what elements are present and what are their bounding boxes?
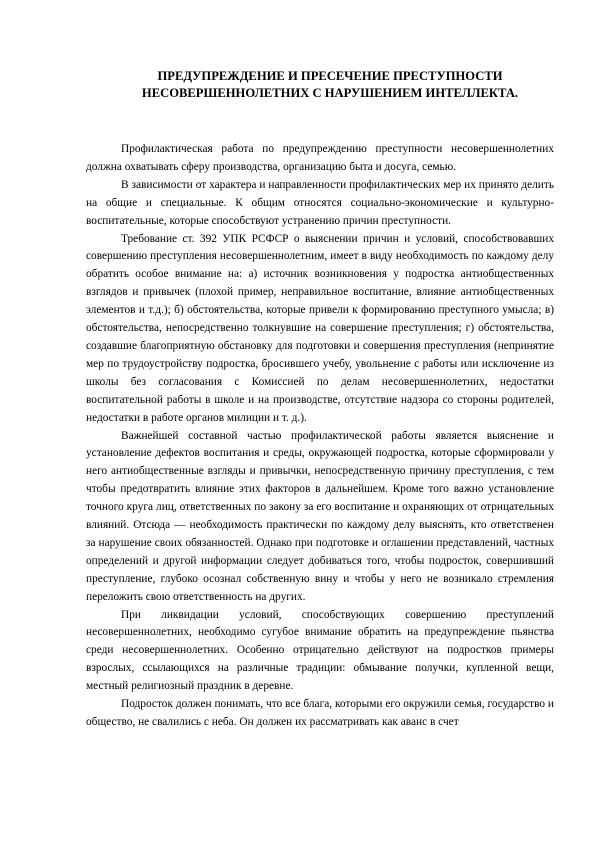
paragraph: В зависимости от характера и направленности профилактических мер их принято делить на общие и специальные. К общим относятся социально-экономические и культурно-воспитательные, которые способствуют устранению причин преступности. [86, 178, 554, 227]
document-title [100, 68, 560, 102]
paragraph: Профилактическая работа по предупреждению преступности несовершеннолетних должна охватывать сферу производства, организацию быта и досуга, семью. [86, 143, 554, 173]
paragraph: Требование ст. 392 УПК РСФСР о выяснении причин и условий, способствовавших совершению преступления несовершеннолетним, имеет в виду необходимость по каждому делу обратить особое внимание на: а) источник возникновения у подростка антиобщественных взглядов и привычек (плохой пример, неправильное воспитание, влияние антиобщественных элементов и т.д.); б) обстоятельства, которые привели к формированию преступного умысла; в) обстоятельства, непосредственно толкнувшие на совершение преступления; г) обстоятельства, создавшие благоприятную обстановку для подготовки и совершения преступления (непринятие мер по трудоустройству подростка, бросившего учебу, увольнение с работы или исключение из школы без согласования с Комиссией по делам несовершеннолетних, недостатки воспитательной работы в школе и на производстве, отсутствие надзора со стороны родителей, недостатки в работе органов милиции и т. д.). [86, 232, 554, 424]
paragraph: При ликвидации условий, способствующих совершению преступлений несовершеннолетних, необходимо сугубое внимание обратить на предупреждение пьянства среди несовершеннолетних. Особенно отрицательно действуют на подростков примеры взрослых, ссылающихся на различные традиции: обмывание получки, купленной вещи, местный религиозный праздник в деревне. [86, 608, 554, 693]
paragraph: Важнейшей составной частью профилактической работы является выяснение и установление дефектов воспитания и среды, окружающей подростка, которые сформировали у него антиобщественные взгляды и привычки, непосредственную причину преступления, с тем чтобы предотвратить влияние этих факторов в дальнейшем. Кроме того важно установление точного круга лиц, ответственных по закону за его воспитание и охраняющих от отрицательных влияний. Отсюда — необходимость практически по каждому делу выяснять, кто ответственен за нарушение своих обязанностей. Однако при подготовке и оглашении представлений, частных определений и другой информации следует добиваться того, чтобы подросток, совершивший преступление, глубоко осознал собственную вину и чтобы у него не возникало стремления переложить свою ответственность на других. [86, 429, 554, 603]
title-line-2: НЕСОВЕРШЕННОЛЕТНИХ С НАРУШЕНИЕМ ИНТЕЛЛЕКТА. [141, 86, 519, 100]
document-body [86, 141, 554, 732]
paragraph: Подросток должен понимать, что все блага, которыми его окружили семья, государство и общество, не свалились с неба. Он должен их рассматривать как аванс в счет [86, 698, 554, 728]
title-line-1: ПРЕДУПРЕЖДЕНИЕ И ПРЕСЕЧЕНИЕ ПРЕСТУПНОСТИ [157, 69, 503, 83]
